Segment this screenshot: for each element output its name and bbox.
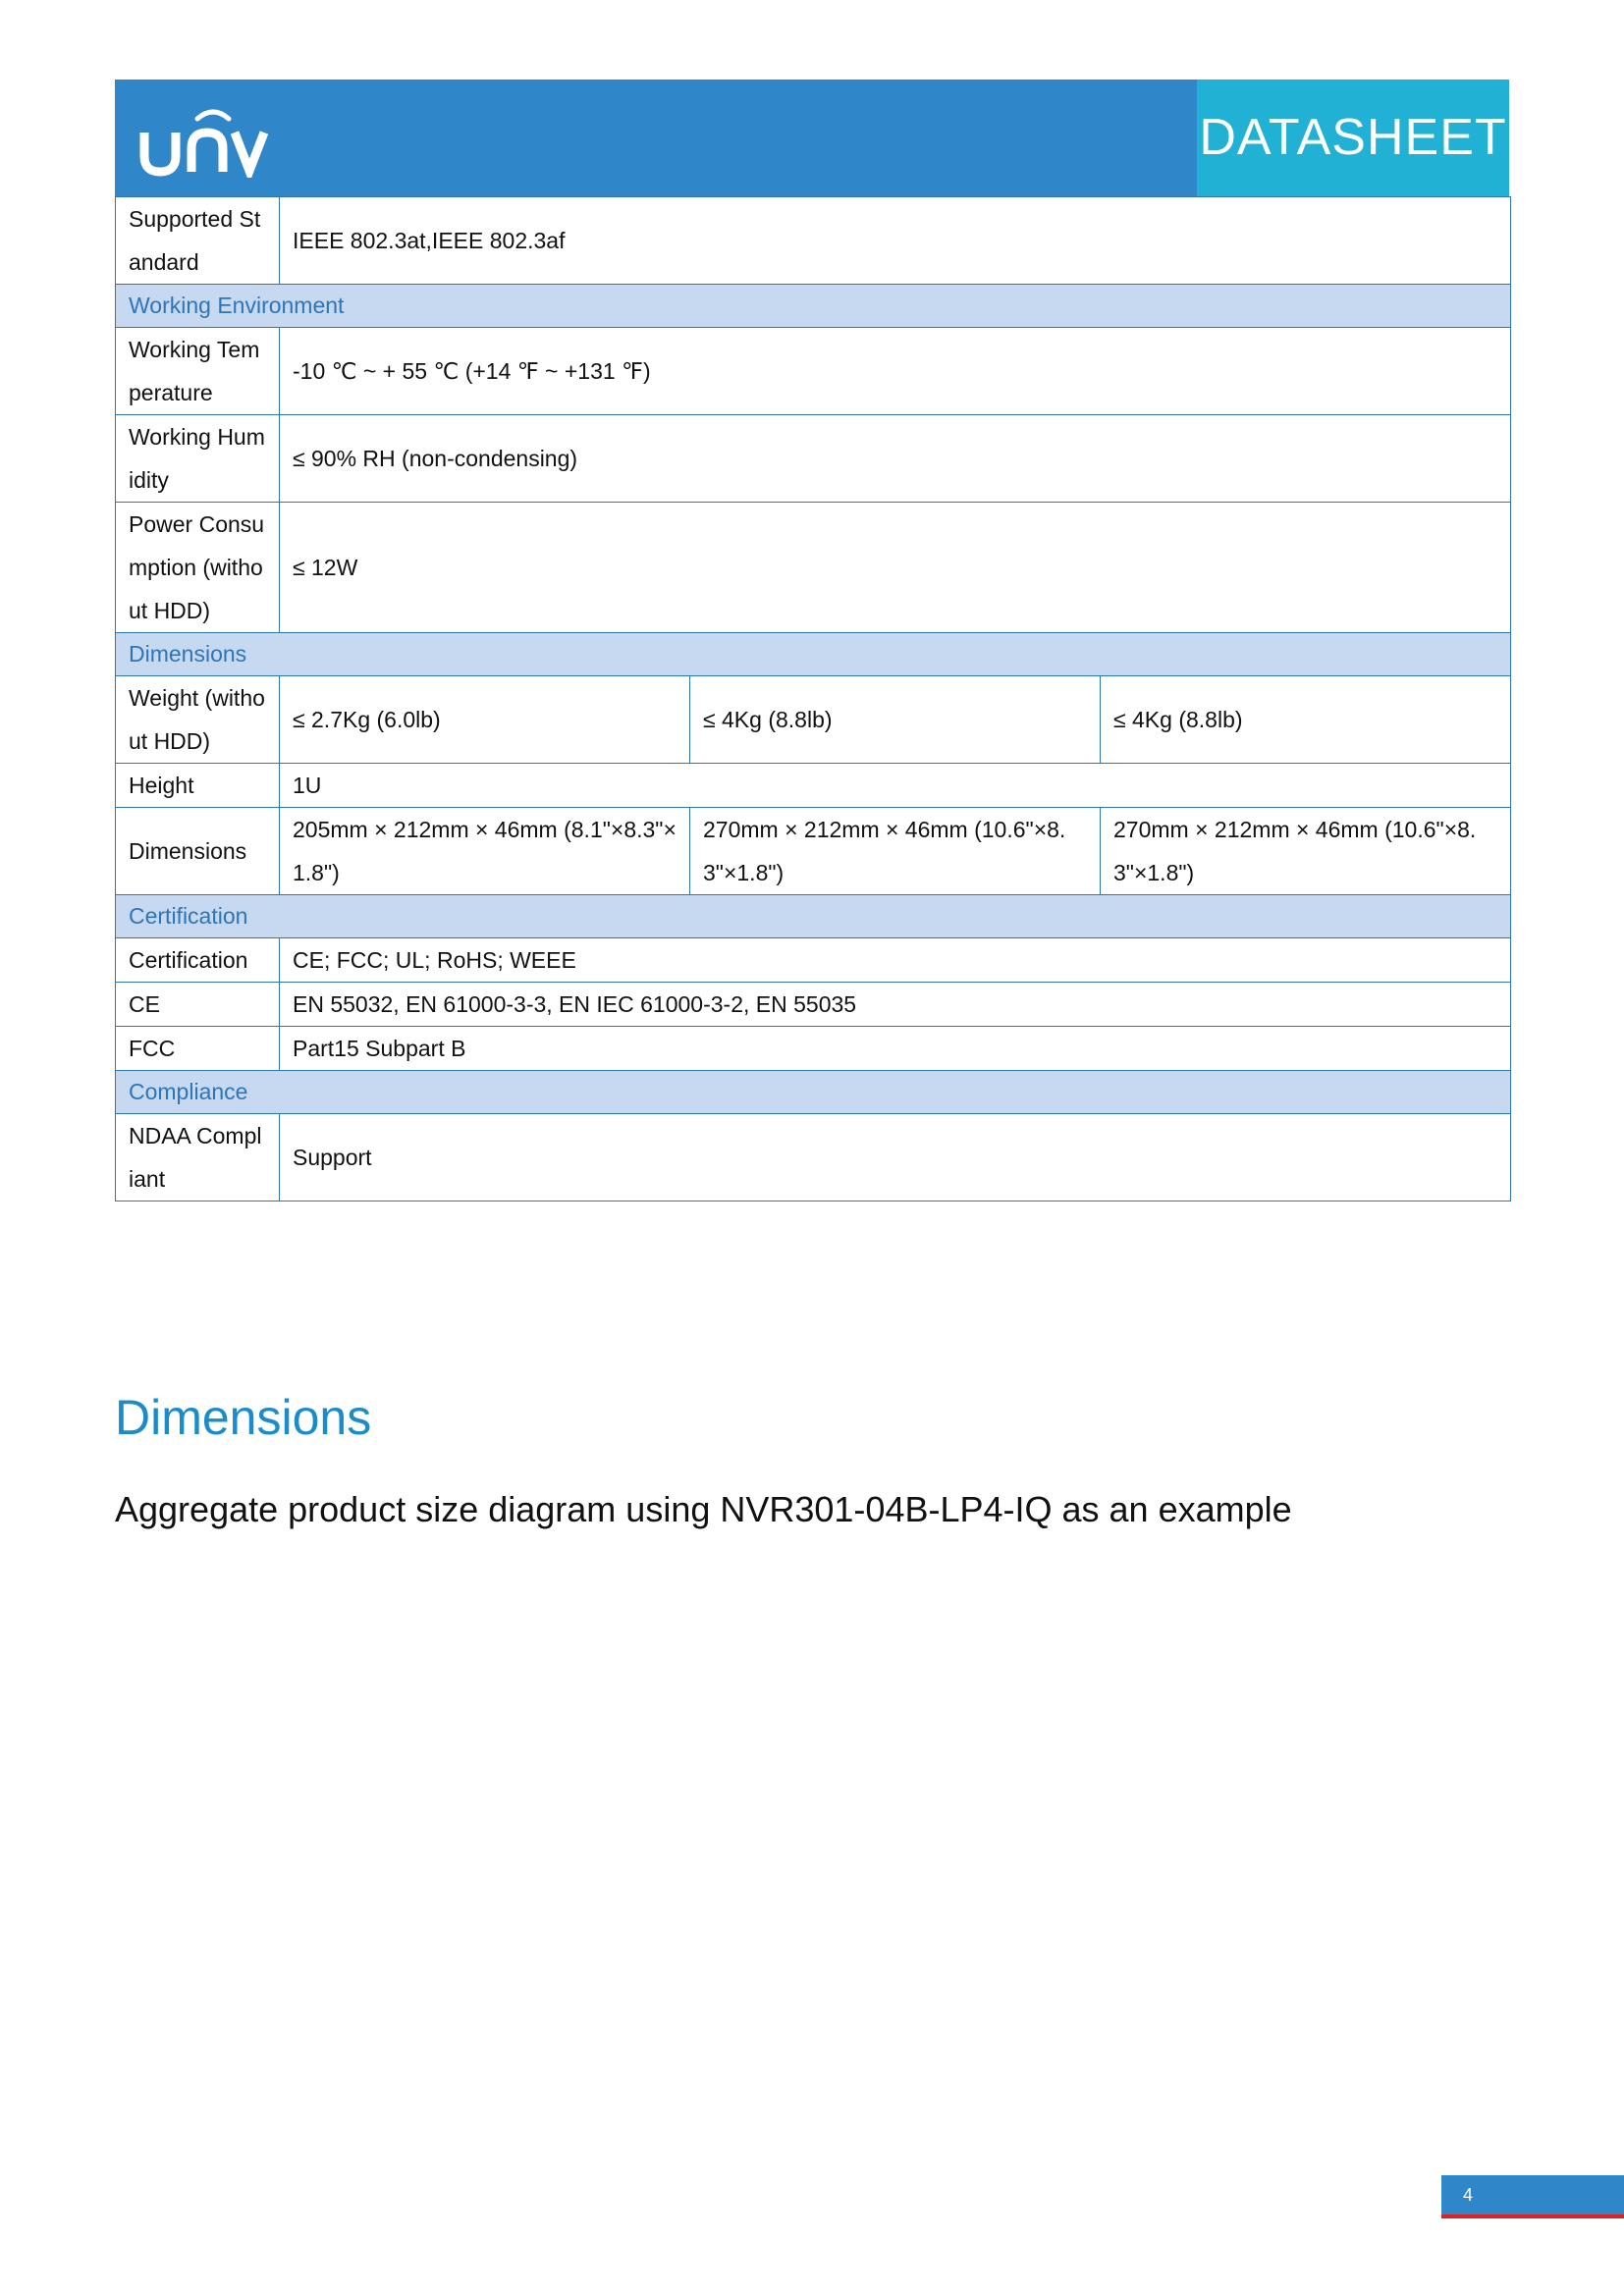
spec-row [116, 983, 1511, 1027]
spec-value: EN 55032, EN 61000-3-3, EN IEC 61000-3-2, EN 55035 [280, 983, 1511, 1027]
page-number-tab [1441, 2175, 1624, 2215]
spec-value: ≤ 4Kg (8.8lb) [1101, 676, 1511, 764]
page-header [115, 80, 1509, 196]
spec-row [116, 328, 1511, 415]
dimensions-heading: Dimensions [115, 1390, 372, 1445]
section-row [116, 895, 1511, 938]
datasheet-banner: DATASHEET [1197, 80, 1509, 196]
spec-label: Working Temperature [116, 328, 280, 415]
spec-value: 205mm × 212mm × 46mm (8.1"×8.3"×1.8") [280, 808, 690, 895]
spec-label: CE [116, 983, 280, 1027]
spec-row [116, 676, 1511, 764]
section-title: Dimensions [116, 633, 1511, 676]
spec-label: Dimensions [116, 808, 280, 895]
spec-table [115, 196, 1511, 1201]
spec-label: Supported Standard [116, 197, 280, 285]
spec-value: Part15 Subpart B [280, 1027, 1511, 1071]
spec-row [116, 1027, 1511, 1071]
spec-value: 1U [280, 764, 1511, 808]
spec-value: ≤ 90% RH (non-condensing) [280, 415, 1511, 503]
spec-value: 270mm × 212mm × 46mm (10.6"×8.3"×1.8") [690, 808, 1101, 895]
spec-label: Power Consumption (without HDD) [116, 503, 280, 633]
spec-row [116, 808, 1511, 895]
unv-logo [136, 99, 274, 178]
section-title: Certification [116, 895, 1511, 938]
spec-label: NDAA Compliant [116, 1114, 280, 1201]
page-number: 4 [1463, 2185, 1474, 2205]
spec-label: Height [116, 764, 280, 808]
spec-value: 270mm × 212mm × 46mm (10.6"×8.3"×1.8") [1101, 808, 1511, 895]
spec-label: Weight (without HDD) [116, 676, 280, 764]
spec-row [116, 415, 1511, 503]
spec-label: Working Humidity [116, 415, 280, 503]
section-title: Compliance [116, 1071, 1511, 1114]
spec-value: ≤ 4Kg (8.8lb) [690, 676, 1101, 764]
spec-row [116, 938, 1511, 983]
spec-row [116, 503, 1511, 633]
dimensions-subheading: Aggregate product size diagram using NVR301-04B-LP4-IQ as an example [115, 1489, 1292, 1529]
spec-value: IEEE 802.3at,IEEE 802.3af [280, 197, 1511, 285]
section-row [116, 285, 1511, 328]
spec-row [116, 197, 1511, 285]
footer-accent-line [1441, 2215, 1624, 2218]
spec-value: ≤ 12W [280, 503, 1511, 633]
spec-value: Support [280, 1114, 1511, 1201]
section-row [116, 1071, 1511, 1114]
spec-label: FCC [116, 1027, 280, 1071]
spec-value: ≤ 2.7Kg (6.0lb) [280, 676, 690, 764]
section-row [116, 633, 1511, 676]
spec-value: -10 ℃ ~ + 55 ℃ (+14 ℉ ~ +131 ℉) [280, 328, 1511, 415]
spec-label: Certification [116, 938, 280, 983]
spec-row [116, 764, 1511, 808]
section-title: Working Environment [116, 285, 1511, 328]
spec-row [116, 1114, 1511, 1201]
spec-value: CE; FCC; UL; RoHS; WEEE [280, 938, 1511, 983]
